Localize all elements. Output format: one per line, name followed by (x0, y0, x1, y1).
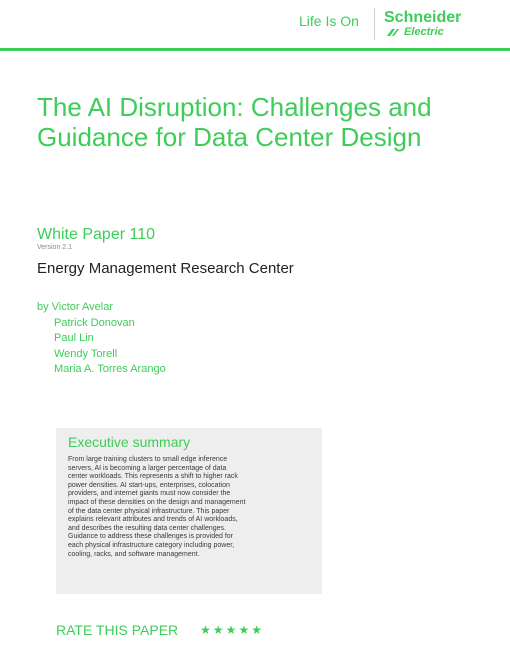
brand-mark-icon (386, 27, 400, 38)
summary-line: Guidance to address these challenges is provided for (68, 533, 233, 541)
author-item: Paul Lin (54, 332, 94, 344)
summary-line: explains relevant attributes and trends of AI workloads, (68, 516, 238, 524)
summary-line: center workloads. This represents a shift to higher rack (68, 473, 238, 481)
summary-line: of the data center physical infrastructure. This paper (68, 507, 230, 515)
header-bar (0, 48, 510, 51)
document-title: The AI Disruption: Challenges and Guidance for Data Center Design (37, 92, 432, 152)
author-item: Wendy Torell (54, 347, 118, 360)
summary-line: providers, and internet giants must now consider the (68, 490, 231, 498)
author-item: Maria A. Torres Arango (54, 363, 166, 375)
brand-name: Schneider (384, 9, 462, 26)
summary-line: impact of these densities on the design and management (68, 498, 246, 506)
star-icon[interactable]: ★ (200, 623, 211, 637)
summary-line: servers, AI is becoming a larger percentage of data (68, 464, 227, 472)
summary-line: and describes the resulting data center challenges. (68, 524, 226, 532)
white-paper-number: White Paper 110 (37, 226, 155, 243)
star-icon[interactable]: ★ (212, 623, 224, 637)
star-rating[interactable] (200, 623, 264, 637)
brand-divider (374, 8, 375, 40)
author-item: Patrick Donovan (54, 316, 135, 329)
executive-summary-text (68, 456, 314, 559)
brand-sub: Electric (404, 26, 444, 38)
star-icon[interactable]: ★ (225, 623, 237, 637)
schneider-electric-logo (384, 9, 461, 38)
summary-line: cooling, racks, and software management. (68, 550, 200, 558)
tagline: Life Is On (299, 13, 359, 29)
rate-this-paper[interactable] (56, 622, 264, 638)
summary-line: power densities. AI start-ups, enterprises, colocation (68, 481, 230, 489)
executive-summary-box (56, 428, 322, 594)
research-center: Energy Management Research Center (37, 260, 294, 277)
page-header (0, 0, 510, 48)
star-icon[interactable]: ★ (238, 623, 250, 637)
summary-line: From large training clusters to small edge inference (68, 456, 228, 463)
author-item: by Victor Avelar (37, 301, 114, 313)
version-label: Version 2.1 (37, 244, 73, 251)
rate-label[interactable]: RATE THIS PAPER (56, 622, 179, 638)
summary-line: each physical infrastructure category including power, (68, 541, 235, 549)
star-icon[interactable]: ★ (251, 623, 262, 637)
author-list (37, 300, 166, 378)
executive-summary-title: Executive summary (68, 434, 191, 450)
